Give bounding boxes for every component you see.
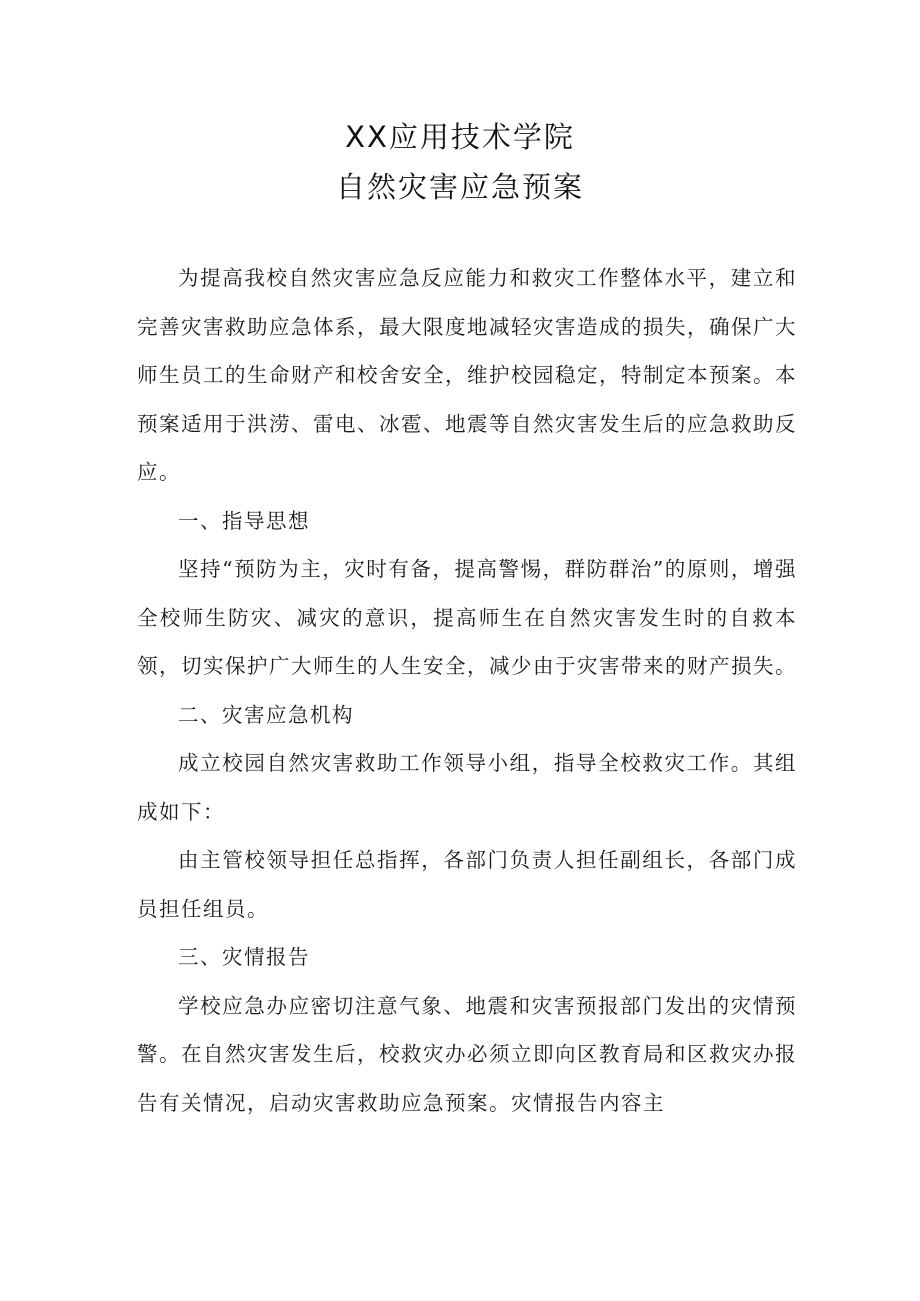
intro-paragraph: 为提高我校自然灾害应急反应能力和救灾工作整体水平，建立和完善灾害救助应急体系，最大限度地减轻灾害造成的损失，确保广大师生员工的生命财产和校舍安全，维护校园稳定，特制定本预案。本预案适用于洪涝、雷电、冰雹、地震等自然灾害发生后的应急救助反应。 xyxy=(137,266,797,484)
document-body xyxy=(137,254,797,1127)
emergency-organization-paragraph: 成立校园自然灾害救助工作领导小组，指导全校救灾工作。其组成如下： xyxy=(137,751,797,824)
guiding-principles-paragraph: 坚持“预防为主，灾时有备，提高警惕，群防群治”的原则，增强全校师生防灾、减灾的意识，提高师生在自然灾害发生时的自救本领，切实保护广大师生的人生安全，减少由于灾害带来的财产损失。 xyxy=(137,557,797,678)
document-title xyxy=(0,112,920,212)
section-heading-emergency-organization: 二、灾害应急机构 xyxy=(178,702,354,727)
title-institution: XX应用技术学院 xyxy=(345,120,575,154)
organization-members-paragraph: 由主管校领导担任总指挥，各部门负责人担任副组长，各部门成员担任组员。 xyxy=(137,848,797,921)
disaster-report-paragraph: 学校应急办应密切注意气象、地震和灾害预报部门发出的灾情预警。在自然灾害发生后，校救灾办必须立即向区教育局和区救灾办报告有关情况，启动灾害救助应急预案。灾情报告内容主 xyxy=(137,993,797,1115)
section-heading-disaster-report: 三、灾情报告 xyxy=(178,945,310,969)
title-plan-name: 自然灾害应急预案 xyxy=(335,170,584,204)
section-heading-guiding-principles: 一、指导思想 xyxy=(178,508,310,533)
